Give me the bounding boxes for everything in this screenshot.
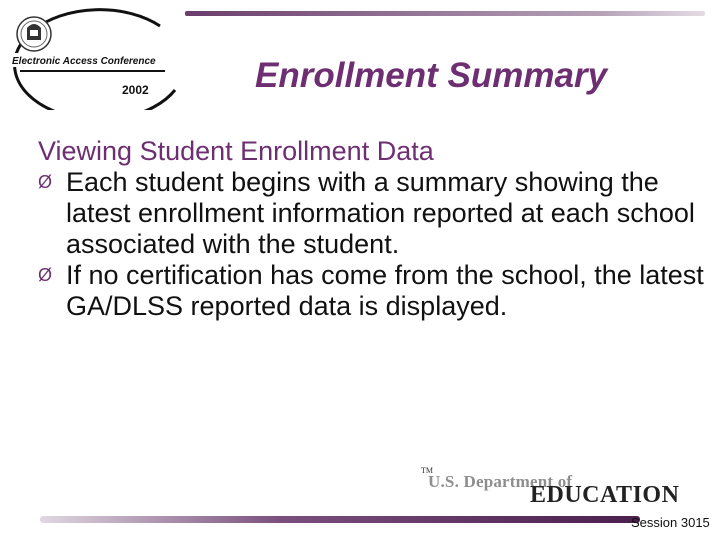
conference-year: 2002	[122, 83, 149, 97]
bullet-text: Each student begins with a summary showing the latest enrollment information reported at each school associated with the student.	[66, 167, 695, 259]
section-heading: Viewing Student Enrollment Data	[38, 136, 434, 166]
ed-trademark: TM	[421, 466, 433, 475]
top-divider	[185, 11, 705, 16]
ed-education-text: EDUCATION	[530, 482, 680, 508]
conference-logo	[0, 0, 190, 110]
slide-title: Enrollment Summary	[255, 56, 608, 95]
conference-seal-icon	[17, 17, 51, 51]
bullet-item	[38, 167, 708, 260]
slide-body	[38, 136, 708, 322]
arrow-bullet-icon: Ø	[38, 172, 53, 192]
bottom-divider	[40, 516, 640, 523]
ed-department-text: U.S. Department of	[428, 472, 573, 491]
arrow-bullet-icon: Ø	[38, 265, 53, 285]
bullet-item	[38, 260, 708, 322]
conference-name: Electronic Access Conference	[12, 56, 156, 67]
bullet-text: If no certification has come from the school, the latest GA/DLSS reported data is displayed.	[66, 260, 704, 321]
session-label: Session 3015	[631, 515, 710, 530]
